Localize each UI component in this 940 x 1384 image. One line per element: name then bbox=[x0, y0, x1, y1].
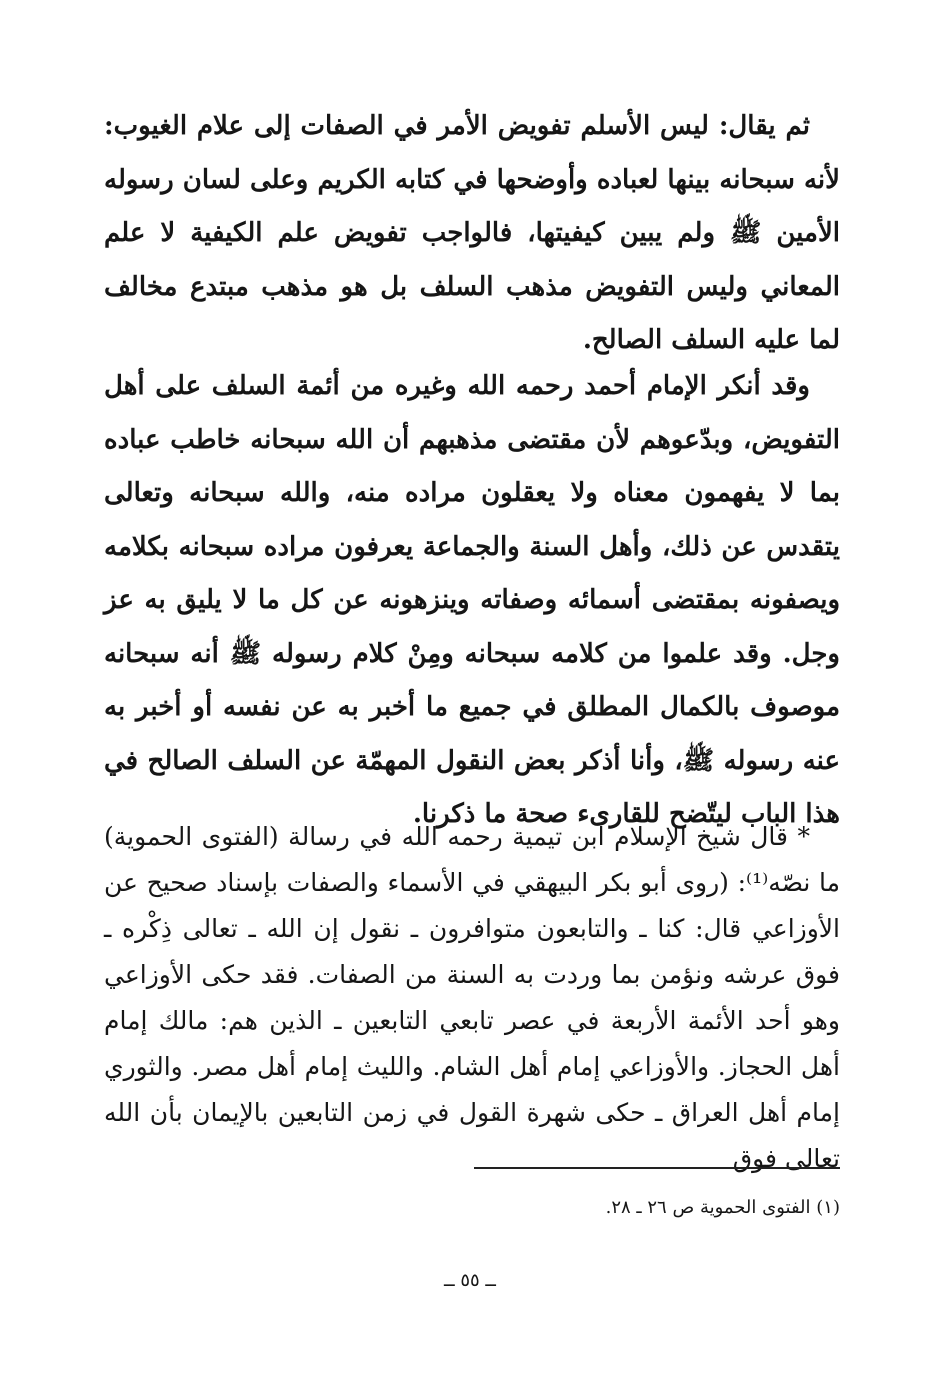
paragraph-ibn-taymiyyah-quote: * قال شيخ الإسلام ابن تيمية رحمه الله في رسالة (الفتوى الحموية) ما نصّه⁽¹⁾: (روى أبو بكر البيهقي في الأسماء والصفات بإسناد صحيح عن الأوزاعي قال: كنا ـ والتابعون متوافرون ـ نقول إن الله ـ تعالى ذِكْره ـ فوق عرشه ونؤمن بما وردت به السنة من الصفات. فقد حكى الأوزاعي وهو أحد الأئمة الأربعة في عصر تابعي التابعين ـ الذين هم: مالك إمام أهل الحجاز. والأوزاعي إمام أهل الشام. والليث إمام أهل مصر. والثوري إمام أهل العراق ـ حكى شهرة القول في زمن التابعين بالإيمان بأن الله تعالى فوق bbox=[104, 822, 840, 1173]
paragraph-imam-ahmad: وقد أنكر الإمام أحمد رحمه الله وغيره من أئمة السلف على أهل التفويض، وبدّعوهم لأن مقتضى مذهبهم أن الله سبحانه خاطب عباده بما لا يفهمون معناه ولا يعقلون مراده منه، والله سبحانه وتعالى يتقدس عن ذلك، وأهل السنة والجماعة يعرفون مراده سبحانه بكلامه ويصفونه بمقتضى أسمائه وصفاته وينزهونه عن كل ما لا يليق به عز وجل. وقد علموا من كلامه سبحانه ومِنْ كلام رسوله ﷺ أنه سبحانه موصوف بالكمال المطلق في جميع ما أخبر به عن نفسه أو أخبر به عنه رسوله ﷺ، وأنا أذكر بعض النقول المهمّة عن السلف الصالح في هذا الباب ليتّضح للقارىء صحة ما ذكرنا. bbox=[104, 371, 840, 829]
paragraph-tafwid: ثم يقال: ليس الأسلم تفويض الأمر في الصفات إلى علام الغيوب: لأنه سبحانه بينها لعباده وأوضحها في كتابه الكريم وعلى لسان رسوله الأمين ﷺ ولم يبين كيفيتها، فالواجب تفويض علم الكيفية لا علم المعاني وليس التفويض مذهب السلف بل هو مذهب مبتدع مخالف لما عليه السلف الصالح. bbox=[104, 111, 841, 355]
footnote: (١) الفتوى الحموية ص ٢٦ ـ ٢٨. bbox=[605, 1197, 840, 1218]
footnote-separator bbox=[474, 1167, 840, 1169]
page-number: ــ ٥٥ ــ bbox=[444, 1270, 496, 1291]
